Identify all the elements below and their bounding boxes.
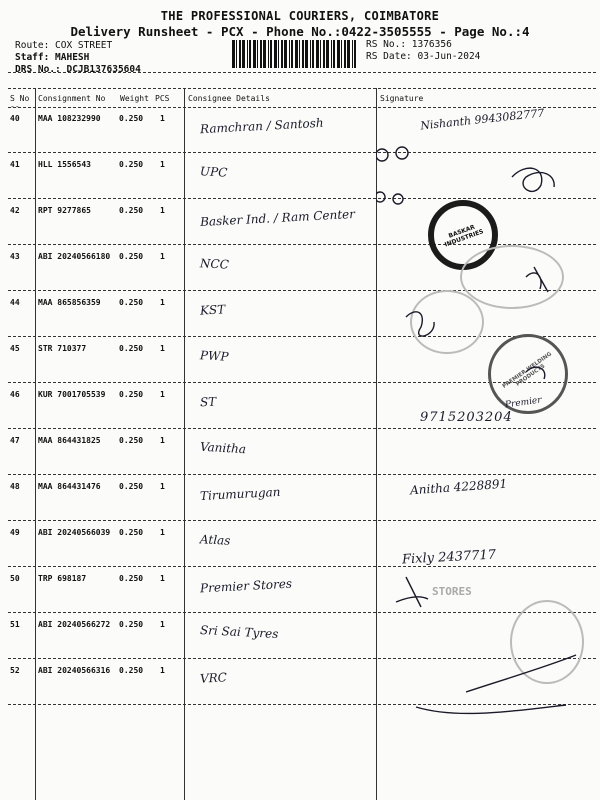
cell-weight: 0.250 xyxy=(119,298,144,307)
signature-note: Fixly 2437717 xyxy=(401,547,497,568)
barcode-bar xyxy=(278,40,279,68)
signature-note: 9715203204 xyxy=(420,410,513,425)
drs-label: DRS No.: DCJB137635604 xyxy=(15,64,141,75)
cell-weight: 0.250 xyxy=(119,390,144,399)
cell-weight: 0.250 xyxy=(119,620,144,629)
barcode-bar xyxy=(331,40,332,68)
cell-consignment: MAA 864431476 xyxy=(38,482,101,491)
cell-sno: 40 xyxy=(10,114,20,123)
cell-consignment: HLL 1556543 xyxy=(38,160,91,169)
cell-consignment: ABI 20240566272 xyxy=(38,620,111,629)
consignee-handwriting: Tirumurugan xyxy=(199,484,281,504)
cell-pcs: 1 xyxy=(160,252,165,261)
barcode xyxy=(232,40,357,68)
cell-sno: 41 xyxy=(10,160,20,169)
cell-sno: 46 xyxy=(10,390,20,399)
col-signature: Signature xyxy=(380,94,424,103)
staff-label: Staff: MAHESH xyxy=(15,52,90,63)
col-consignment: Consignment No xyxy=(38,94,106,103)
col-weight: Weight xyxy=(120,94,149,103)
barcode-bar xyxy=(274,40,277,68)
cell-pcs: 1 xyxy=(160,344,165,353)
cell-weight: 0.250 xyxy=(119,206,144,215)
barcode-bar xyxy=(312,40,314,68)
barcode-bar xyxy=(281,40,283,68)
barcode-bar xyxy=(305,40,308,68)
cell-consignment: STR 710377 xyxy=(38,344,87,353)
cell-weight: 0.250 xyxy=(119,528,144,537)
cell-weight: 0.250 xyxy=(119,666,144,675)
barcode-bar xyxy=(316,40,319,68)
consignee-handwriting: VRC xyxy=(199,670,228,686)
barcode-bar xyxy=(323,40,325,68)
barcode-bar xyxy=(302,40,304,68)
barcode-bar xyxy=(295,40,298,68)
barcode-bar xyxy=(310,40,311,68)
consignee-handwriting: Ramchran / Santosh xyxy=(199,115,324,137)
cell-weight: 0.250 xyxy=(119,436,144,445)
signature-note: Premier xyxy=(504,395,543,411)
cell-pcs: 1 xyxy=(160,620,165,629)
cell-consignment: MAA 864431825 xyxy=(38,436,101,445)
stores-stamp-text: STORES xyxy=(432,585,472,598)
cell-consignment: ABI 20240566180 xyxy=(38,252,111,261)
signature-note: Anitha 4228891 xyxy=(409,476,508,498)
barcode-bar xyxy=(337,40,340,68)
col-sno-dash: -- xyxy=(10,102,20,111)
cell-consignment: TRP 698187 xyxy=(38,574,87,583)
cell-pcs: 1 xyxy=(160,666,165,675)
cell-consignment: KUR 7001705539 xyxy=(38,390,106,399)
barcode-bar xyxy=(347,40,350,68)
barcode-bar xyxy=(354,40,356,68)
barcode-bar xyxy=(232,40,235,68)
rs-date-label: RS Date: 03-Jun-2024 xyxy=(366,51,481,62)
barcode-bar xyxy=(260,40,262,68)
cell-sno: 47 xyxy=(10,436,20,445)
divider xyxy=(8,88,596,89)
barcode-bar xyxy=(320,40,321,68)
col-sno: S No xyxy=(10,94,30,103)
consignee-handwriting: ST xyxy=(199,394,217,410)
consignee-handwriting: Sri Sai Tyres xyxy=(199,622,279,642)
barcode-bar xyxy=(291,40,293,68)
signature-note: Nishanth 9943082777 xyxy=(419,106,545,133)
cell-sno: 50 xyxy=(10,574,20,583)
cell-pcs: 1 xyxy=(160,528,165,537)
rs-no-label: RS No.: 1376356 xyxy=(366,39,452,50)
col-pcs: PCS xyxy=(155,94,170,103)
barcode-bar xyxy=(249,40,251,68)
cell-weight: 0.250 xyxy=(119,160,144,169)
barcode-bar xyxy=(236,40,237,68)
cell-sno: 42 xyxy=(10,206,20,215)
consignee-handwriting: PWP xyxy=(199,348,229,364)
company-title: THE PROFESSIONAL COURIERS, COIMBATORE xyxy=(160,9,440,23)
signature-scribbles xyxy=(376,107,600,800)
barcode-bar xyxy=(239,40,241,68)
cell-weight: 0.250 xyxy=(119,114,144,123)
barcode-bar xyxy=(284,40,287,68)
route-label: Route: COX STREET xyxy=(15,40,113,51)
barcode-bar xyxy=(270,40,272,68)
consignee-handwriting: KST xyxy=(199,302,226,318)
cell-sno: 48 xyxy=(10,482,20,491)
barcode-bar xyxy=(253,40,256,68)
barcode-bar xyxy=(257,40,258,68)
cell-pcs: 1 xyxy=(160,574,165,583)
cell-weight: 0.250 xyxy=(119,574,144,583)
cell-consignment: ABI 20240566316 xyxy=(38,666,111,675)
barcode-bar xyxy=(247,40,248,68)
barcode-bar xyxy=(326,40,329,68)
cell-weight: 0.250 xyxy=(119,252,144,261)
cell-consignment: MAA 865856359 xyxy=(38,298,101,307)
barcode-bar xyxy=(344,40,346,68)
cell-consignment: MAA 108232990 xyxy=(38,114,101,123)
cell-weight: 0.250 xyxy=(119,344,144,353)
barcode-bar xyxy=(289,40,290,68)
cell-consignment: RPT 9277865 xyxy=(38,206,91,215)
divider xyxy=(8,72,596,73)
consignee-handwriting: UPC xyxy=(199,164,228,180)
cell-pcs: 1 xyxy=(160,160,165,169)
barcode-bar xyxy=(299,40,300,68)
cell-pcs: 1 xyxy=(160,436,165,445)
barcode-bar xyxy=(333,40,335,68)
cell-weight: 0.250 xyxy=(119,482,144,491)
cell-pcs: 1 xyxy=(160,390,165,399)
cell-sno: 49 xyxy=(10,528,20,537)
cell-pcs: 1 xyxy=(160,482,165,491)
meta-left xyxy=(15,40,141,76)
cell-sno: 44 xyxy=(10,298,20,307)
consignee-handwriting: Basker Ind. / Ram Center xyxy=(199,206,356,230)
cell-pcs: 1 xyxy=(160,298,165,307)
meta-right xyxy=(366,39,480,63)
cell-sno: 52 xyxy=(10,666,20,675)
stamp-text: PREMIER WELDING PRODUCTS xyxy=(501,351,553,390)
barcode-bar xyxy=(341,40,342,68)
stamp-text: BASKAR INDUSTRIES xyxy=(443,223,485,249)
col-details: Consignee Details xyxy=(188,94,270,103)
barcode-bar xyxy=(268,40,269,68)
barcode-bar xyxy=(263,40,266,68)
cell-sno: 51 xyxy=(10,620,20,629)
consignee-handwriting: Vanitha xyxy=(199,439,247,457)
cell-sno: 45 xyxy=(10,344,20,353)
consignee-handwriting: Premier Stores xyxy=(199,576,293,596)
consignee-handwriting: Atlas xyxy=(199,532,231,548)
runsheet-title: Delivery Runsheet - PCX - Phone No.:0422-3505555 - Page No.:4 xyxy=(70,24,530,39)
cell-pcs: 1 xyxy=(160,206,165,215)
barcode-bar xyxy=(242,40,245,68)
cell-sno: 43 xyxy=(10,252,20,261)
cell-consignment: ABI 20240566039 xyxy=(38,528,111,537)
barcode-bar xyxy=(352,40,353,68)
consignee-handwriting: NCC xyxy=(199,256,230,272)
cell-pcs: 1 xyxy=(160,114,165,123)
